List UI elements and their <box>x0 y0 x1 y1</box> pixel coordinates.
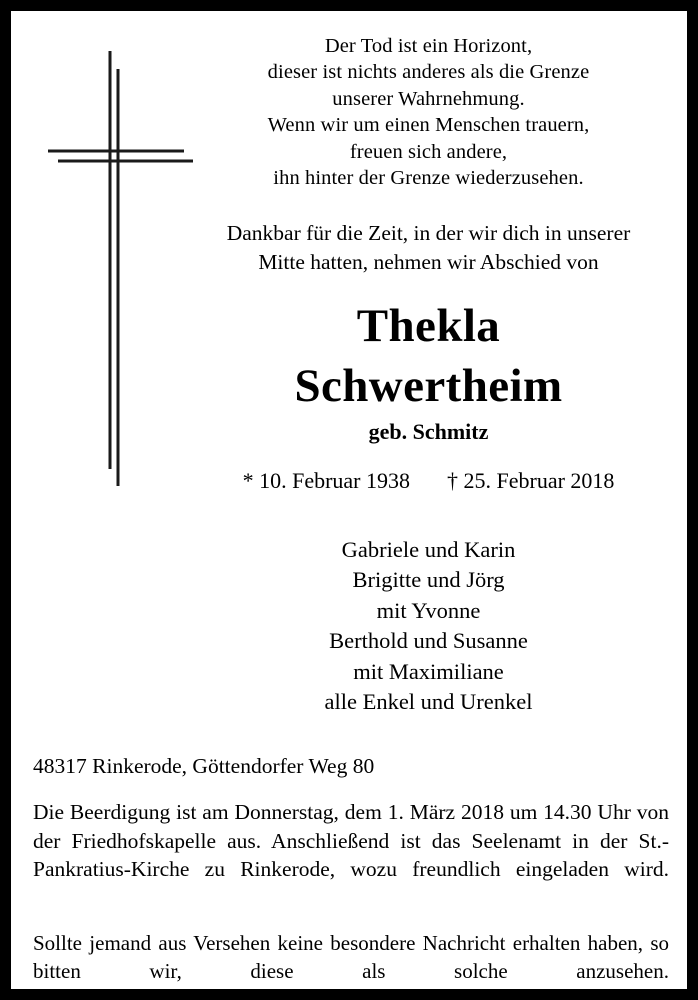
poem-line: ihn hinter der Grenze wiederzusehen. <box>273 167 584 190</box>
memorial-poem <box>161 33 696 191</box>
family-address: 48317 Rinkerode, Göttendorfer Weg 80 <box>33 754 375 778</box>
survivors-list <box>161 535 696 717</box>
poem-line: freuen sich andere, <box>349 140 508 163</box>
poem-line: Wenn wir um einen Menschen trauern, <box>267 114 590 137</box>
deceased-first-name: Thekla <box>356 300 501 352</box>
birth-date: 10. Februar 1938 <box>259 468 410 493</box>
poem-line: Der Tod ist ein Horizont, <box>324 35 533 57</box>
poem-line: dieser ist nichts anderes als die Grenze <box>267 61 590 84</box>
deceased-last-name: Schwertheim <box>294 360 563 412</box>
survivor-line: mit Maximiliane <box>353 658 504 684</box>
farewell-line: Dankbar für die Zeit, in der wir dich in unserer <box>226 221 631 245</box>
poem-line: unserer Wahrnehmung. <box>332 87 525 110</box>
notice-details <box>33 751 669 1000</box>
notice-inner <box>11 11 687 989</box>
survivor-line: Berthold und Susanne <box>329 628 528 654</box>
deceased-name-block <box>161 296 696 447</box>
death-date: 25. Februar 2018 <box>463 468 615 493</box>
birth-symbol: * <box>242 468 254 493</box>
death-symbol: † <box>447 468 458 493</box>
survivor-line: mit Yvonne <box>376 597 481 623</box>
farewell-statement <box>161 219 696 277</box>
notification-request: Sollte jemand aus Versehen keine besondere Nachricht erhalten haben, so bitten wir, diese als solche anzusehen. <box>33 931 669 983</box>
farewell-line: Mitte hatten, nehmen wir Abschied von <box>258 250 599 274</box>
life-dates <box>161 466 696 496</box>
funeral-details: Die Beerdigung ist am Donnerstag, dem 1. März 2018 um 14.30 Uhr von der Friedhofskapelle aus. Anschließend ist das Seelenamt in der St.-Pankratius-Kirche zu Rinkerode, wozu freundlich eingeladen wird. <box>33 800 669 881</box>
survivor-line: Brigitte und Jörg <box>352 567 505 593</box>
deceased-maiden-name: geb. Schmitz <box>368 419 489 444</box>
survivor-line: Gabriele und Karin <box>341 537 516 562</box>
survivor-line: alle Enkel und Urenkel <box>324 689 533 715</box>
